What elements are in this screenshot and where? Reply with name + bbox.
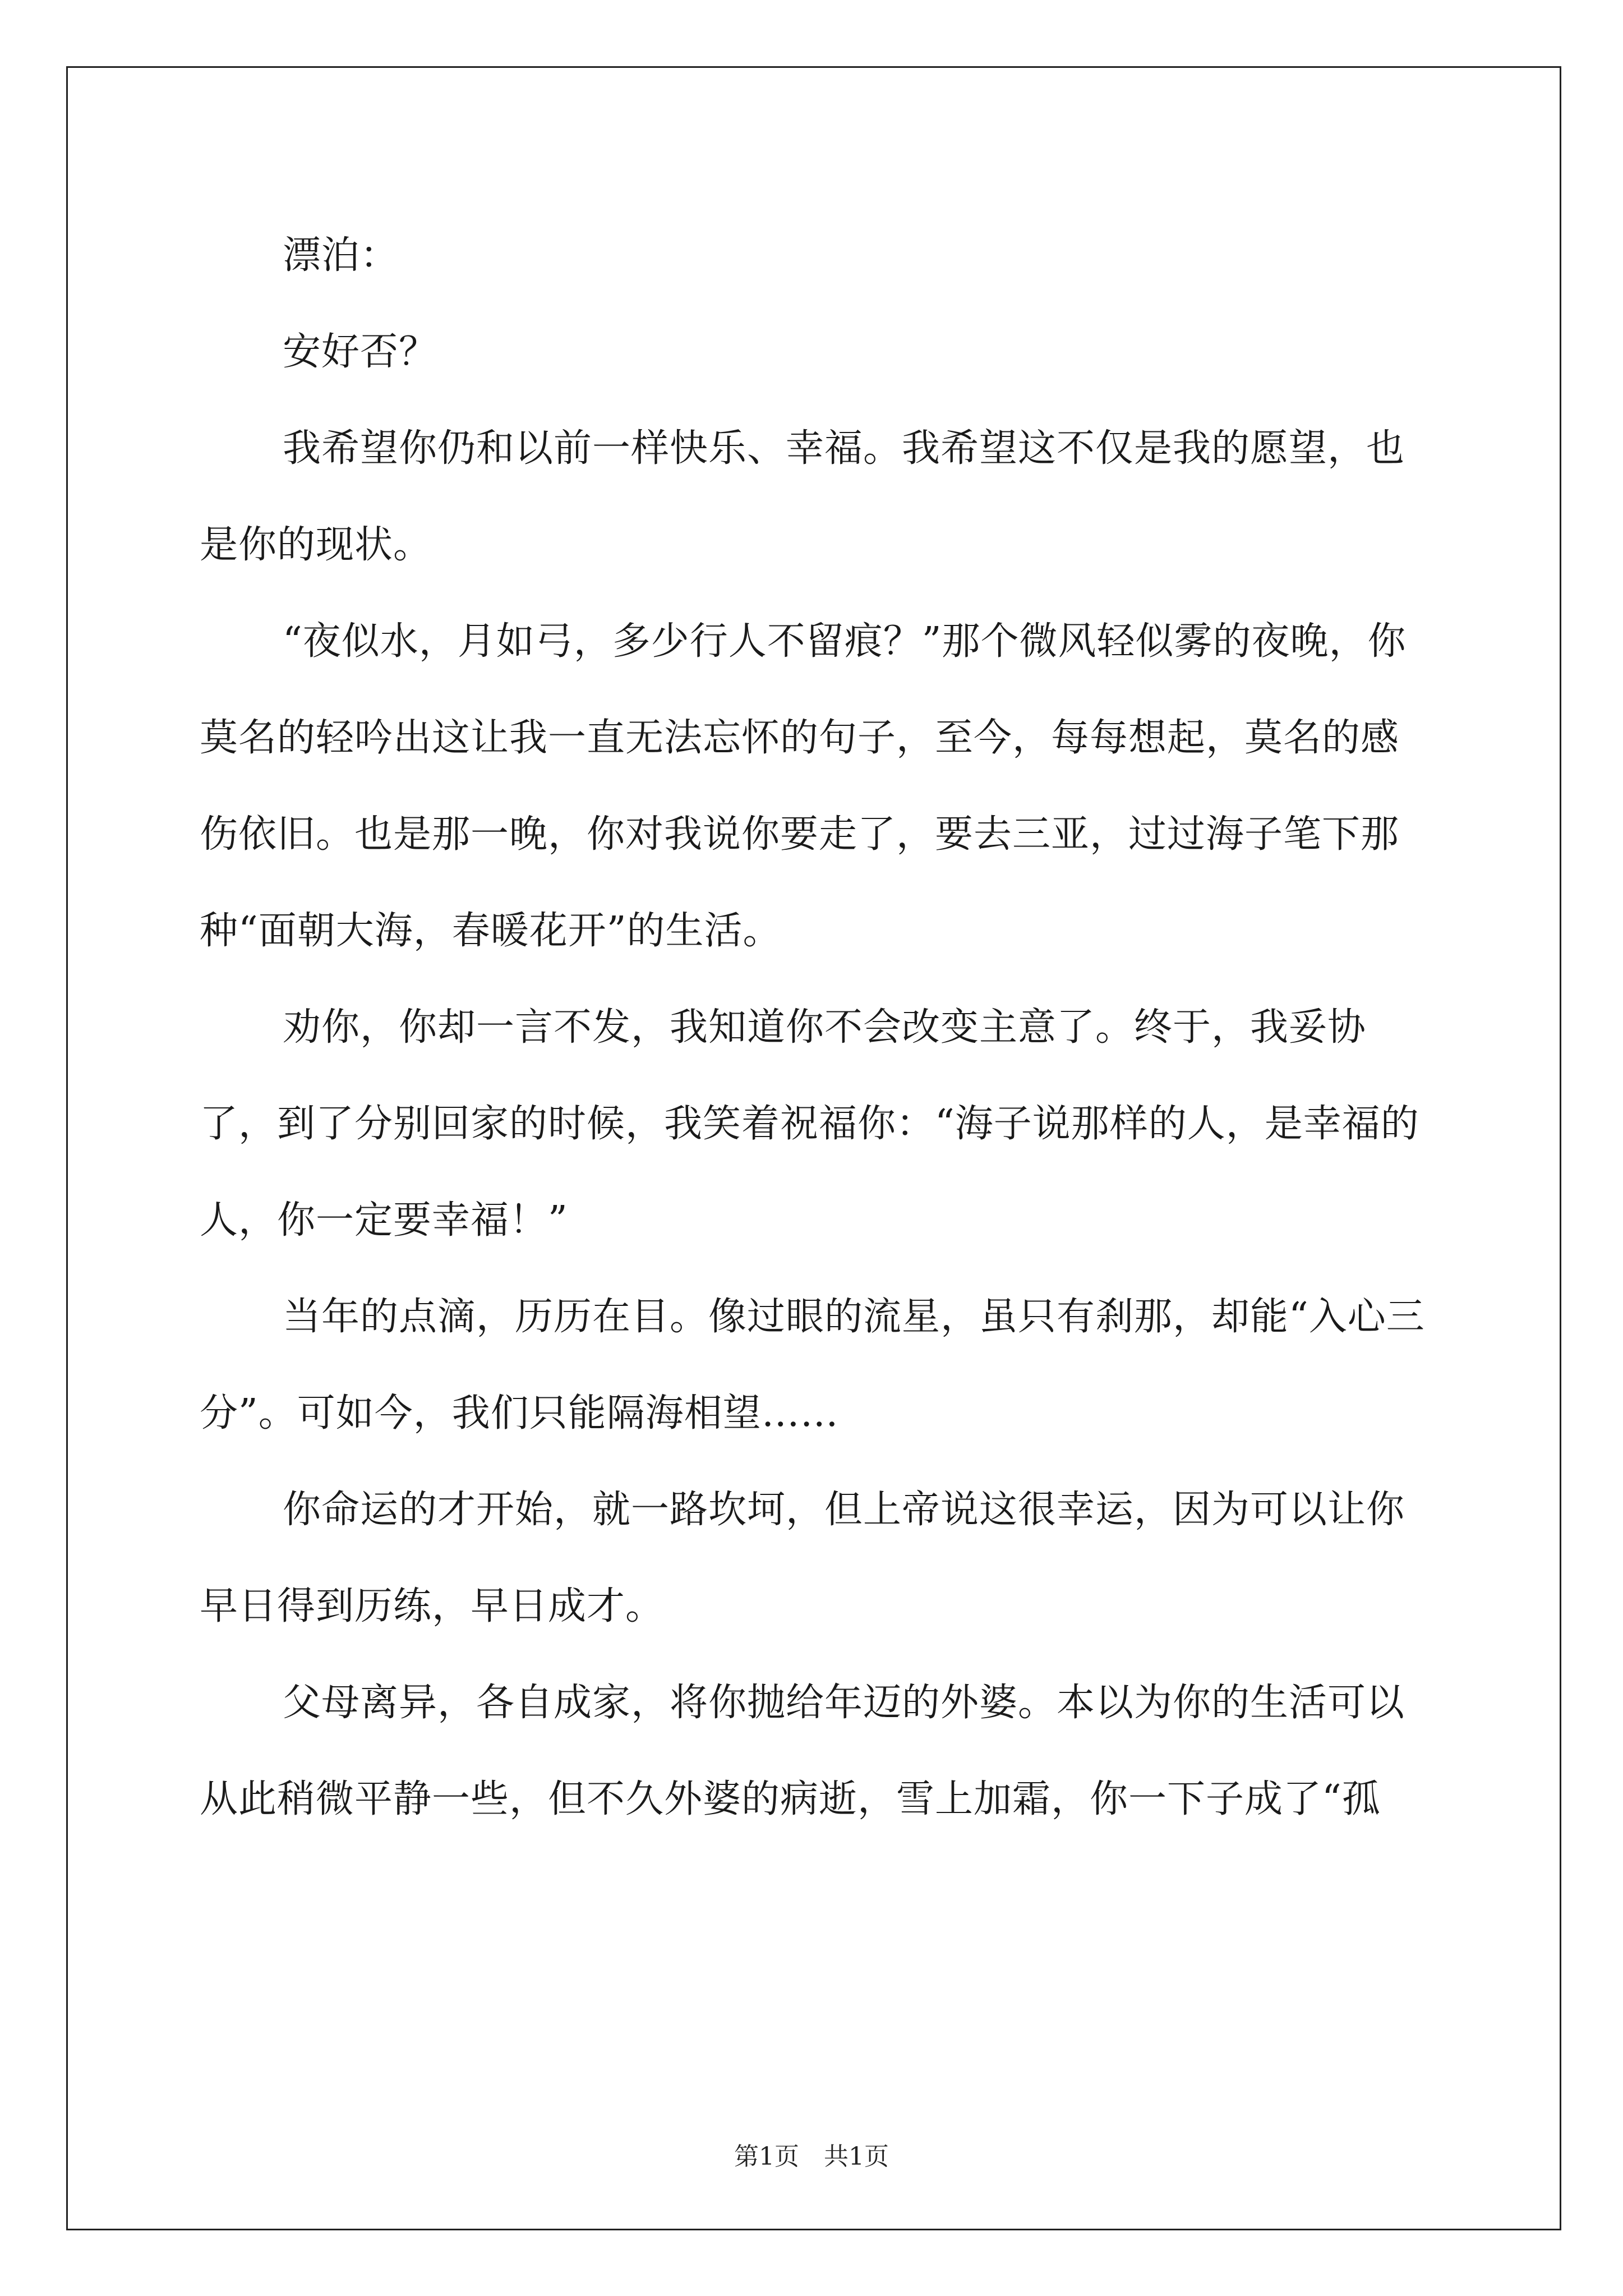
document-body	[200, 208, 1433, 1848]
page-footer	[0, 2136, 1623, 2172]
paragraph: “夜似水，月如弓，多少行人不留痕？”那个微风轻似雾的夜晚，你莫名的轻吟出这让我一直无法忘怀的句子，至今，每每想起，莫名的感伤依旧。也是那一晚，你对我说你要走了，要去三亚，过过海子笔下那种“面朝大海，春暖花开”的生活。	[200, 619, 1407, 953]
paragraph: 我希望你仍和以前一样快乐、幸福。我希望这不仅是我的愿望，也是你的现状。	[200, 426, 1405, 567]
page-total: 共1页	[824, 2142, 889, 2171]
paragraph: 劝你，你却一言不发，我知道你不会改变主意了。终于，我妥协了，到了分别回家的时候，我笑着祝福你：“海子说那样的人，是幸福的人，你一定要幸福！”	[200, 1005, 1419, 1243]
paragraph: 父母离异，各自成家，将你抛给年迈的外婆。本以为你的生活可以从此稍微平静一些，但不久外婆的病逝，雪上加霜，你一下子成了“孤	[200, 1681, 1405, 1821]
paragraph: 当年的点滴，历历在目。像过眼的流星，虽只有刹那，却能“入心三分”。可如今，我们只能隔海相望……	[200, 1295, 1425, 1435]
page-number: 第1页	[734, 2142, 799, 2171]
paragraph-greeting: 安好否？	[283, 330, 438, 374]
paragraph-salutation: 漂泊：	[283, 233, 399, 278]
paragraph: 你命运的才开始，就一路坎坷，但上帝说这很幸运，因为可以让你早日得到历练，早日成才。	[200, 1488, 1405, 1628]
